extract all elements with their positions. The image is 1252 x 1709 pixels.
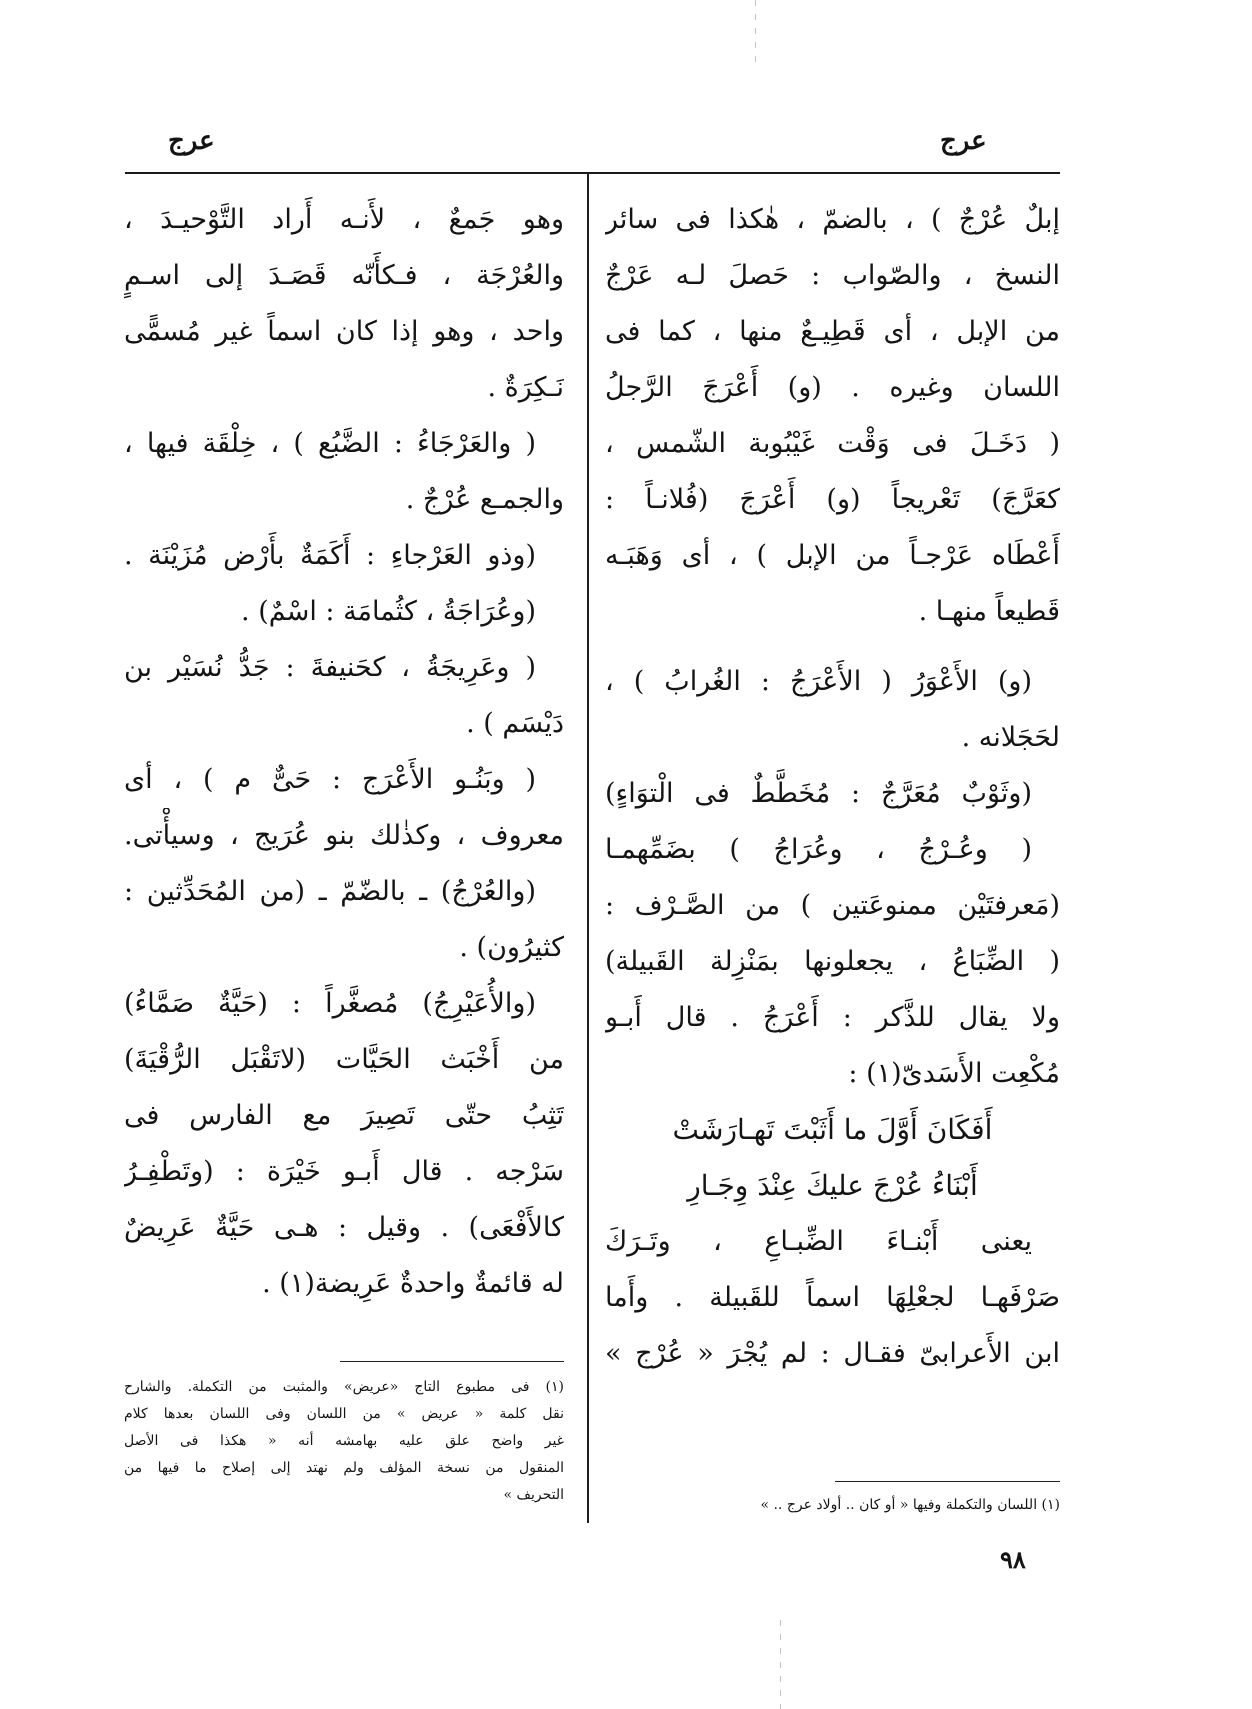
footnote-right	[605, 1492, 1060, 1519]
scanner-mark-top	[755, 0, 756, 70]
text-line: والعُرْجَة ، فـكأَنّه قَصَـدَ إلى اسـمٍ	[124, 260, 564, 291]
text-line: ( والعَرْجَاءُ : الضَّبُع ) ، خِلْقَة فيها ،	[124, 428, 536, 459]
text-line: من أَخْبَث الحَيَّات (لاتَقْبَل الرُّقْيَةَ)	[124, 1044, 564, 1075]
right-column	[605, 192, 1060, 1382]
text-line: (وعُرَاجَةُ ، كثُمامَة : اسْمٌ) .	[241, 596, 536, 627]
header-rule	[125, 172, 1060, 174]
text-line: ( وعُـرْجُ ، وعُرَاجُ ) بضَمِّهمـا	[605, 834, 1032, 865]
page-number: ٩٨	[1000, 1545, 1026, 1574]
column-divider	[587, 173, 589, 1523]
footnote-rule-right	[835, 1481, 1060, 1482]
footnote-rule-left	[340, 1361, 564, 1362]
running-head-right: عرج	[940, 126, 987, 156]
footnote-line: التحريف »	[503, 1487, 564, 1503]
text-line: معروف ، وكذٰلك بنو عُرَيج ، وسيأْتى.	[124, 820, 564, 851]
text-line: دَيْسَم ) .	[466, 708, 564, 739]
text-line: كعَرَّجَ) تَعْريجاً (و) أَعْرَجَ (فُلانـاً :	[605, 484, 1060, 515]
text-line: مُكْعِت الأَسَدىّ(١) :	[848, 1058, 1060, 1089]
text-line: وهو جَمعٌ ، لأَنـه أَراد التَّوْحيـدَ ،	[124, 204, 564, 235]
text-line: إبلٌ عُرْجٌ ) ، بالضمّ ، هٰكذا فى سائر	[605, 204, 1060, 235]
footnote-line: المنقول من نسخة المؤلف ولم نهتد إلى إصلاح ما فيها من	[124, 1460, 564, 1476]
text-line: ( دَخَـلَ فى وَقْت غَيْبُوبة الشّمس ،	[605, 428, 1060, 459]
text-line: سَرْجه . قال أَبـو خَيْرَة : (وتَطْفِـرُ	[124, 1156, 564, 1187]
text-line: واحد ، وهو إذا كان اسماً غير مُسمًّى	[124, 316, 564, 347]
text-line: صَرْفَهـا لجعْلِهَا اسماً للقَبيلة . وأَما	[605, 1282, 1060, 1313]
text-line: (و) الأَعْوَرُ ( الأَعْرَجُ : الغُرابُ ) ،	[605, 666, 1032, 697]
footnote-left	[124, 1374, 564, 1509]
verse-line: أَفَكَانَ أَوَّلَ ما أَثَبْتَ تَهـارَشَتْ	[672, 1113, 993, 1146]
text-line: ( وعَرِيجَةُ ، كحَنيفةَ : جَدُّ نُسَيْر بن	[124, 652, 536, 683]
text-line: كالأَفْعَى) . وقيل : هـى حَيَّةٌ عَرِيضٌ	[124, 1212, 564, 1243]
footnote-line: غير واضح علق عليه بهامشه أنه « هكذا فى الأصل	[124, 1433, 564, 1449]
footnote-line: نقل كلمة « عريض » من اللسان وفى اللسان بعدها كلام	[124, 1406, 564, 1422]
text-line: أَعْطَاه عَرْجـاً من الإبل ) ، أى وَهَبَـه	[605, 540, 1060, 571]
text-line: له قائمةٌ واحدةٌ عَرِيضة(١) .	[262, 1268, 564, 1299]
text-line: والجمـع عُرْجٌ .	[405, 484, 564, 515]
running-head-left: عرج	[168, 126, 215, 156]
text-line: ابن الأَعرابىّ فقـال : لم يُجْرَ « عُرْج »	[605, 1338, 1060, 1369]
text-line: ( وبَنُـو الأَعْرَج : حَىٌّ م ) ، أى	[124, 764, 536, 795]
scanner-mark-bottom	[780, 1620, 781, 1709]
verse-line: أَبْنَاءُ عُرْجَ عليكَ عِنْدَ وِجَـارِ	[687, 1169, 978, 1202]
text-line: نَـكِرَةٌ .	[487, 372, 564, 403]
text-line: قَطيعاً منهـا .	[918, 596, 1060, 627]
text-line: (وذو العَرْجاءِ : أَكَمَةٌ بأَرْض مُزَيْنَة .	[124, 540, 536, 571]
footnote-line: (١) اللسان والتكملة وفيها « أو كان .. أولاد عرج .. »	[760, 1497, 1060, 1513]
text-line: (مَعرفتَيْن ممنوعَتين ) من الصَّـرْف :	[605, 890, 1060, 921]
text-line: النسخ ، والصّواب : حَصلَ لـه عَرْجٌ	[605, 260, 1060, 291]
text-line: كثيرُون) .	[459, 932, 564, 963]
text-line: (والعُرْجُ) ـ بالضّمّ ـ (من المُحَدِّثين :	[124, 876, 536, 907]
text-line: لحَجَلانه .	[961, 722, 1060, 753]
text-line: تَثِبُ حتّى تَصِيرَ مع الفارس فى	[124, 1100, 564, 1131]
text-line: (والأُعَيْرِجُ) مُصغَّراً : (حَيَّةٌ صَمَّاءُ)	[124, 988, 536, 1019]
text-line: ولا يقال للذَّكر : أَعْرَجُ . قال أَبـو	[605, 1002, 1060, 1033]
footnote-line: (١) فى مطبوع التاج «عريض» والمثبت من التكملة. والشارح	[124, 1379, 564, 1395]
text-line: (وثَوْبٌ مُعَرَّجٌ : مُخَطَّطٌ فى الْتوَاءٍ)	[605, 778, 1032, 809]
text-line: يعنى أَبْنـاءَ الضِّبـاعِ ، وتَـرَكَ	[605, 1226, 1032, 1257]
text-line: ( الضِّبَاعُ ، يجعلونها بمَنْزِلة القَبيلة)	[605, 946, 1060, 977]
text-line: اللسان وغيره . (و) أَعْرَجَ الرَّجلُ	[605, 372, 1060, 403]
text-line: من الإبل ، أى قَطِيـعٌ منها ، كما فى	[605, 316, 1060, 347]
left-column	[124, 192, 564, 1312]
